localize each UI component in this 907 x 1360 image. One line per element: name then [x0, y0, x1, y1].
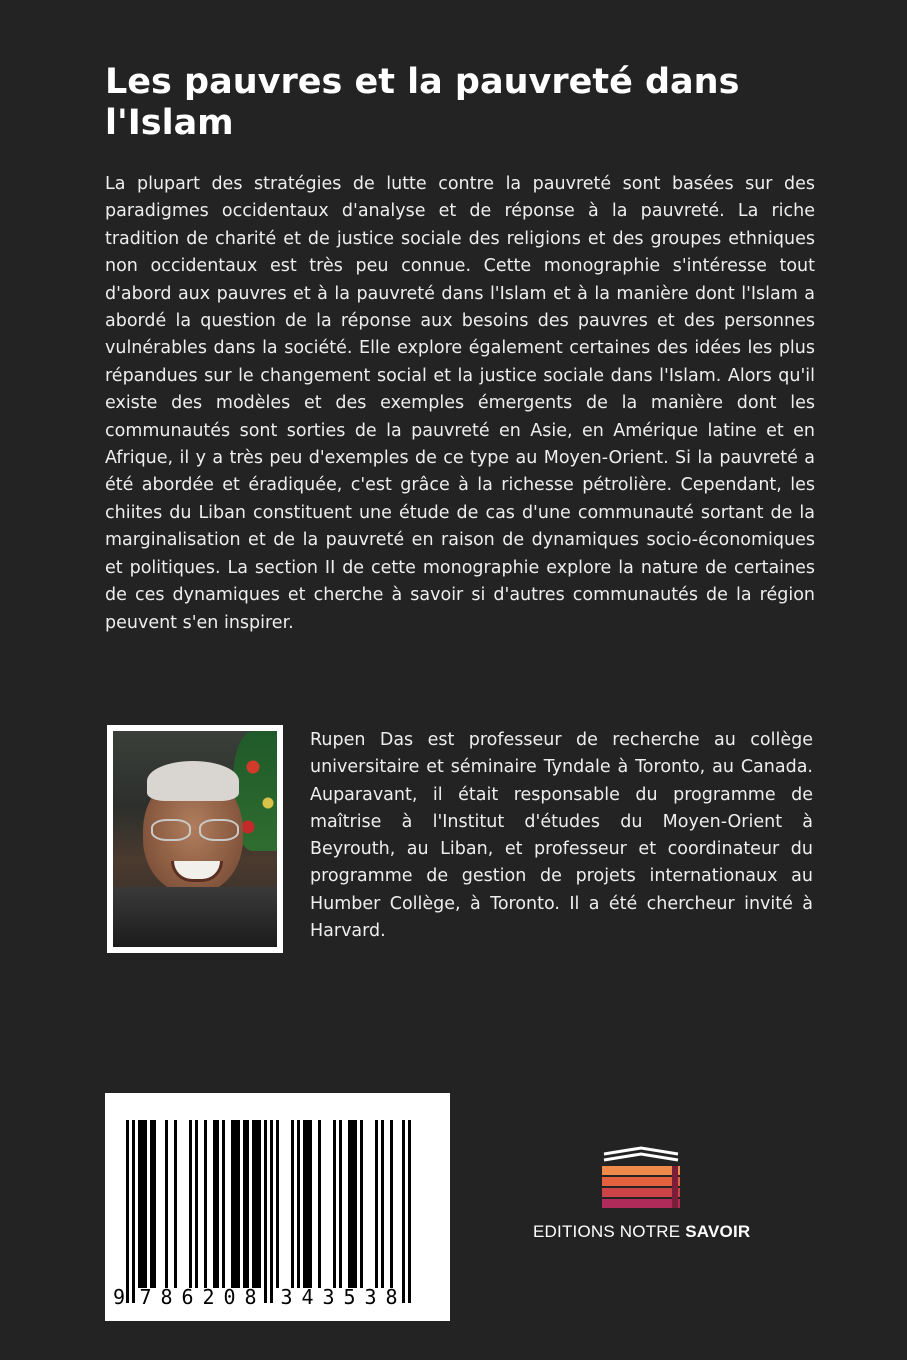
book-stack-icon: [596, 1140, 686, 1212]
barcode-bar: [141, 1120, 144, 1288]
barcode-digits: [113, 1285, 398, 1309]
barcode-bars: [126, 1120, 411, 1303]
barcode-bar: [333, 1120, 336, 1288]
barcode-bar: [216, 1120, 219, 1288]
barcode-digit: 5: [343, 1285, 356, 1309]
author-photo: [107, 725, 283, 953]
barcode-bar: [189, 1120, 192, 1288]
barcode-bar: [213, 1120, 216, 1288]
barcode-bar: [252, 1120, 255, 1288]
author-bio: Rupen Das est professeur de recherche au collège universitaire et séminaire Tyndale à Toronto, au Canada. Auparavant, il était responsable du programme de maîtrise à l'Institut d'études du Moyen-Orient à Beyrouth, au Liban, et professeur et coordinateur du programme de gestion de projets internationaux au Humber Collège, à Toronto. Il a été chercheur invité à Harvard.: [310, 730, 813, 942]
barcode-digit: 6: [181, 1285, 194, 1309]
barcode-bar: [306, 1120, 309, 1288]
barcode-bar: [150, 1120, 153, 1288]
barcode-bar: [153, 1120, 156, 1288]
barcode-digit: 8: [385, 1285, 398, 1309]
barcode-digit: 8: [160, 1285, 173, 1309]
barcode-bar: [126, 1120, 129, 1303]
barcode-digit: 7: [139, 1285, 152, 1309]
barcode-digit: 3: [280, 1285, 293, 1309]
barcode-bar: [390, 1120, 393, 1288]
barcode-bar: [264, 1120, 267, 1303]
barcode-bar: [270, 1120, 273, 1303]
barcode-bar: [258, 1120, 261, 1288]
barcode-bar: [408, 1120, 411, 1303]
barcode-graphic: [105, 1093, 450, 1321]
barcode-bar: [144, 1120, 147, 1288]
isbn-barcode: [105, 1093, 450, 1321]
barcode-bar: [234, 1120, 237, 1288]
barcode-bar: [246, 1120, 249, 1288]
barcode-digit: 0: [223, 1285, 236, 1309]
barcode-bar: [276, 1120, 279, 1288]
author-portrait: [113, 731, 277, 947]
barcode-digit: 9: [112, 1285, 126, 1309]
barcode-bar: [354, 1120, 357, 1288]
barcode-bar: [165, 1120, 168, 1288]
barcode-bar: [381, 1120, 384, 1288]
barcode-bar: [318, 1120, 321, 1288]
barcode-bar: [348, 1120, 351, 1288]
barcode-bar: [375, 1120, 378, 1288]
book-description: La plupart des stratégies de lutte contre la pauvreté sont basées sur des paradigmes occidentaux d'analyse et de réponse à la pauvreté. La riche tradition de charité et de justice sociale des religions et des groupes ethniques non occidentaux est très peu connue. Cette monographie s'intéresse tout d'abord aux pauvres et à la pauvreté dans l'Islam et à la manière dont l'Islam a abordé la question de la réponse aux besoins des pauvres et des personnes vulnérables dans la société. Elle explore également certaines des idées les plus répandues sur le changement social et la justice sociale dans l'Islam. Alors qu'il existe des modèles et des exemples émergents de la manière dont les communautés sont sorties de la pauvreté en Asie, en Amérique latine et en Afrique, il y a très peu d'exemples de ce type au Moyen-Orient. Si la pauvreté a été abordée et éradiquée, c'est grâce à la richesse pétrolière. Cependant, les chiites du Liban constituent une étude de cas d'une communauté sortant de la marginalisation et de la pauvreté en raison de dynamiques socio-économiques et politiques. La section II de cette monographie explore la nature de certaines de ces dynamiques et cherche à savoir si d'autres communautés de la région peuvent s'en inspirer.: [105, 174, 815, 633]
barcode-digit: 8: [244, 1285, 257, 1309]
barcode-digit: 4: [301, 1285, 314, 1309]
hair-shape: [147, 761, 239, 801]
barcode-bar: [297, 1120, 300, 1288]
barcode-digit: 3: [364, 1285, 377, 1309]
barcode-bar: [243, 1120, 246, 1288]
barcode-bar: [303, 1120, 306, 1288]
barcode-bar: [360, 1120, 363, 1288]
barcode-bar: [174, 1120, 177, 1288]
barcode-bar: [402, 1120, 405, 1303]
barcode-bar: [291, 1120, 294, 1288]
barcode-bar: [195, 1120, 198, 1288]
barcode-bar: [255, 1120, 258, 1288]
barcode-digit: 2: [202, 1285, 215, 1309]
barcode-bar: [138, 1120, 141, 1288]
barcode-bar: [204, 1120, 207, 1288]
barcode-bar: [132, 1120, 135, 1303]
barcode-bar: [237, 1120, 240, 1288]
barcode-digit: 3: [322, 1285, 335, 1309]
book-title: Les pauvres et la pauvreté dans l'Islam: [105, 62, 740, 143]
glasses-icon: [151, 819, 239, 839]
barcode-bar: [222, 1120, 225, 1288]
jacket-shape: [113, 887, 277, 947]
barcode-bar: [231, 1120, 234, 1288]
publisher-name: EDITIONS NOTRE SAVOIR: [533, 1222, 751, 1241]
barcode-bar: [309, 1120, 312, 1288]
barcode-bar: [351, 1120, 354, 1288]
publisher-logo: [533, 1140, 749, 1250]
barcode-bar: [339, 1120, 342, 1288]
